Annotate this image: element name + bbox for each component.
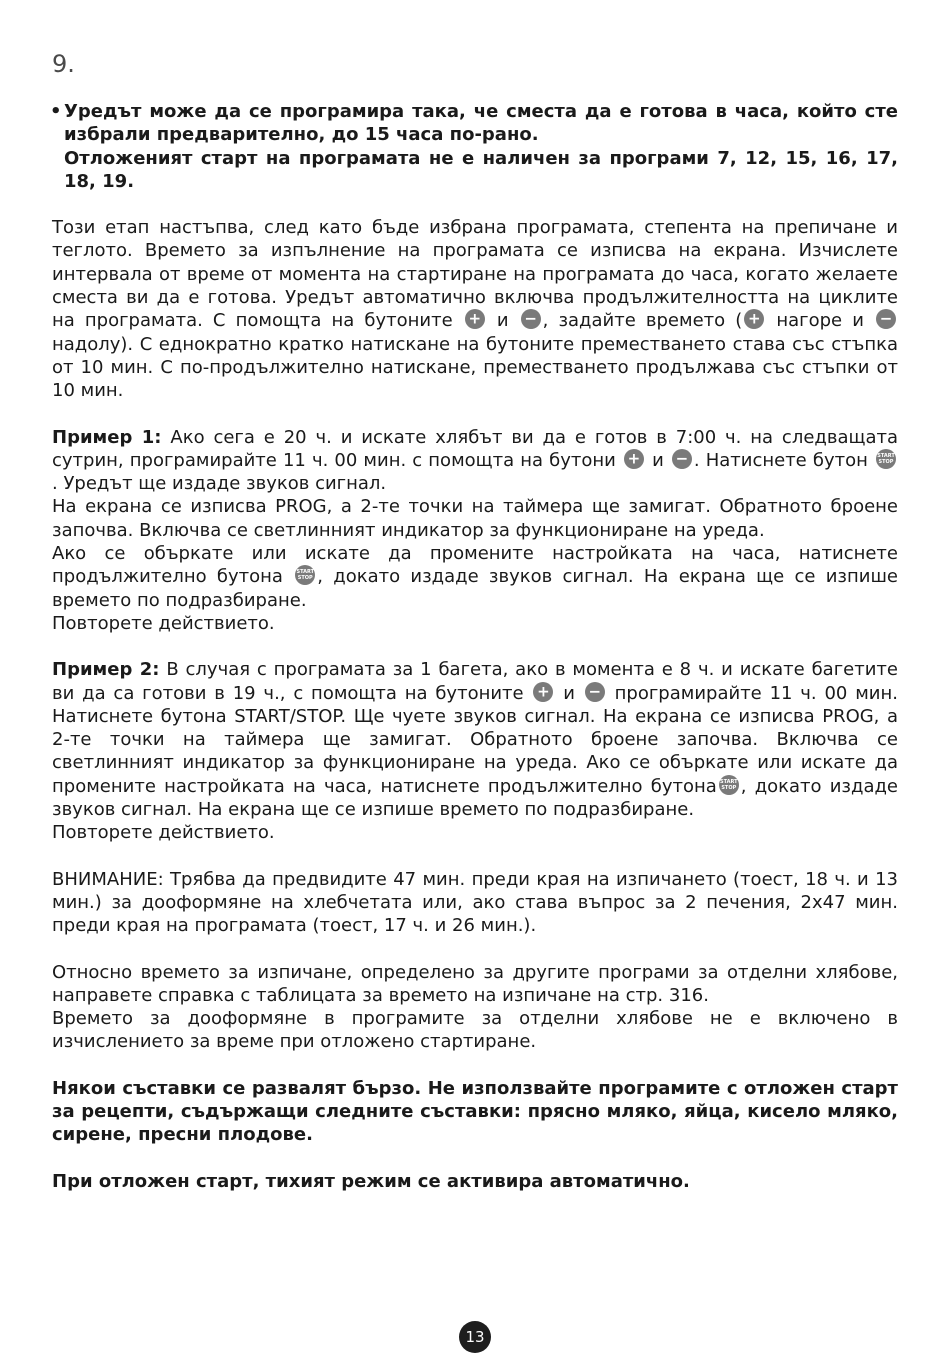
example-1-reset: Ако се объркате или искате да промените настройката на часа, натиснете продължително бутона START STOP , докато издаде звуков сигнал. На екрана ще се изпише времето по подразбиране. <box>52 543 898 611</box>
example-2-repeat: Повторете действието. <box>52 822 275 844</box>
minus-icon: − <box>672 449 692 469</box>
example-1: Пример 1: Ако сега е 20 ч. и искате хлябът ви да е готов в 7:00 ч. на следващата сутрин, програмирайте 11 ч. 00 мин. с помощта на бутони + и − . Натиснете бутон START STOP . Уредът ще издаде звуков сигнал. <box>52 426 898 495</box>
section-number: 9. <box>52 50 75 78</box>
example-2-label: Пример 2: <box>52 659 160 681</box>
start-stop-icon: START STOP <box>719 775 739 795</box>
plus-icon: + <box>533 682 553 702</box>
example-1-repeat: Повторете действието. <box>52 612 275 634</box>
minus-icon: − <box>876 309 896 329</box>
example-1-label: Пример 1: <box>52 426 162 448</box>
start-stop-icon: START STOP <box>295 565 315 585</box>
example-1-display: На екрана се изписва PROG, а 2-те точки на таймера ще замигат. Обратното броене започва. Включва се светлинният индикатор за функциониране на уреда. <box>52 496 898 541</box>
intro-line-2: Отложеният старт на програмата не е наличен за програми 7, 12, 15, 16, 17, 18, 19. <box>64 147 898 192</box>
paragraph-delay-setup: Този етап настъпва, след като бъде избрана програмата, степента на препичане и теглото. Времето за изпълнение на програмата се изписва на екрана. Изчислете интервала от време от момента на стартиране на програмата до часа, когато желаете сместа ви да е готова. Уредът автоматично включва продължителността на циклите на програмата. С помощта на бутоните + и − , задайте времето ( + нагоре и − надолу). С еднократно кратко натискане на бутоните преместването става със стъпка от 10 мин. С по-продължително натискане, преместването продължава със стъпки от 10 мин. <box>52 217 898 402</box>
plus-icon: + <box>744 309 764 329</box>
page-number: 13 <box>459 1321 491 1353</box>
example-2: Пример 2: В случая с програмата за 1 багета, ако в момента е 8 ч. и искате багетите ви да са готови в 19 ч., с помощта на бутоните + и − програмирайте 11 ч. 00 мин. Натиснете бутона START/STOP. Ще чуете звуков сигнал. На екрана се изписва PROG, а 2-те точки на таймера ще замигат. Обратното броене започва. Включва се светлинният индикатор за функциониране на уреда. Ако се объркате или искате да промените настройката на часа, натиснете продължително бутона START STOP , докато издаде звуков сигнал. На екрана ще се изпише времето по подразбиране. <box>52 659 899 821</box>
minus-icon: − <box>521 309 541 329</box>
intro-bullet <box>52 100 898 193</box>
warning-paragraph: ВНИМАНИЕ: Трябва да предвидите 47 мин. преди края на изпичането (тоест, 18 ч. и 13 мин.) за дооформяне на хлебчетата или, ако става въпрос за 2 печения, 2x47 мин. преди края на програмата (тоест, 17 ч. и 26 мин.). <box>52 868 898 937</box>
start-stop-icon: START STOP <box>876 449 896 469</box>
plus-icon: + <box>465 309 485 329</box>
plus-icon: + <box>624 449 644 469</box>
bullet-icon: • <box>50 101 62 122</box>
intro-line-1: Уредът може да се програмира така, че сместа да е готова в часа, който сте избрали предварително, до 15 часа по-рано. <box>64 101 898 146</box>
proofing-time-paragraph: Времето за дооформяне в програмите за отделни хлябове не е включено в изчислението за време при отложено стартиране. <box>52 1008 898 1053</box>
baking-time-paragraph: Относно времето за изпичане, определено за другите програми за отделни хлябове, направете справка с таблицата за времето на изпичане на стр. 316. <box>52 961 898 1006</box>
document-body <box>52 100 898 1193</box>
quiet-mode-note: При отложен старт, тихият режим се активира автоматично. <box>52 1170 690 1192</box>
perishable-ingredients-warning: Някои съставки се развалят бързо. Не използвайте програмите с отложен старт за рецепти, съдържащи следните съставки: прясно мляко, яйца, кисело мляко, сирене, пресни плодове. <box>52 1077 898 1146</box>
minus-icon: − <box>585 682 605 702</box>
